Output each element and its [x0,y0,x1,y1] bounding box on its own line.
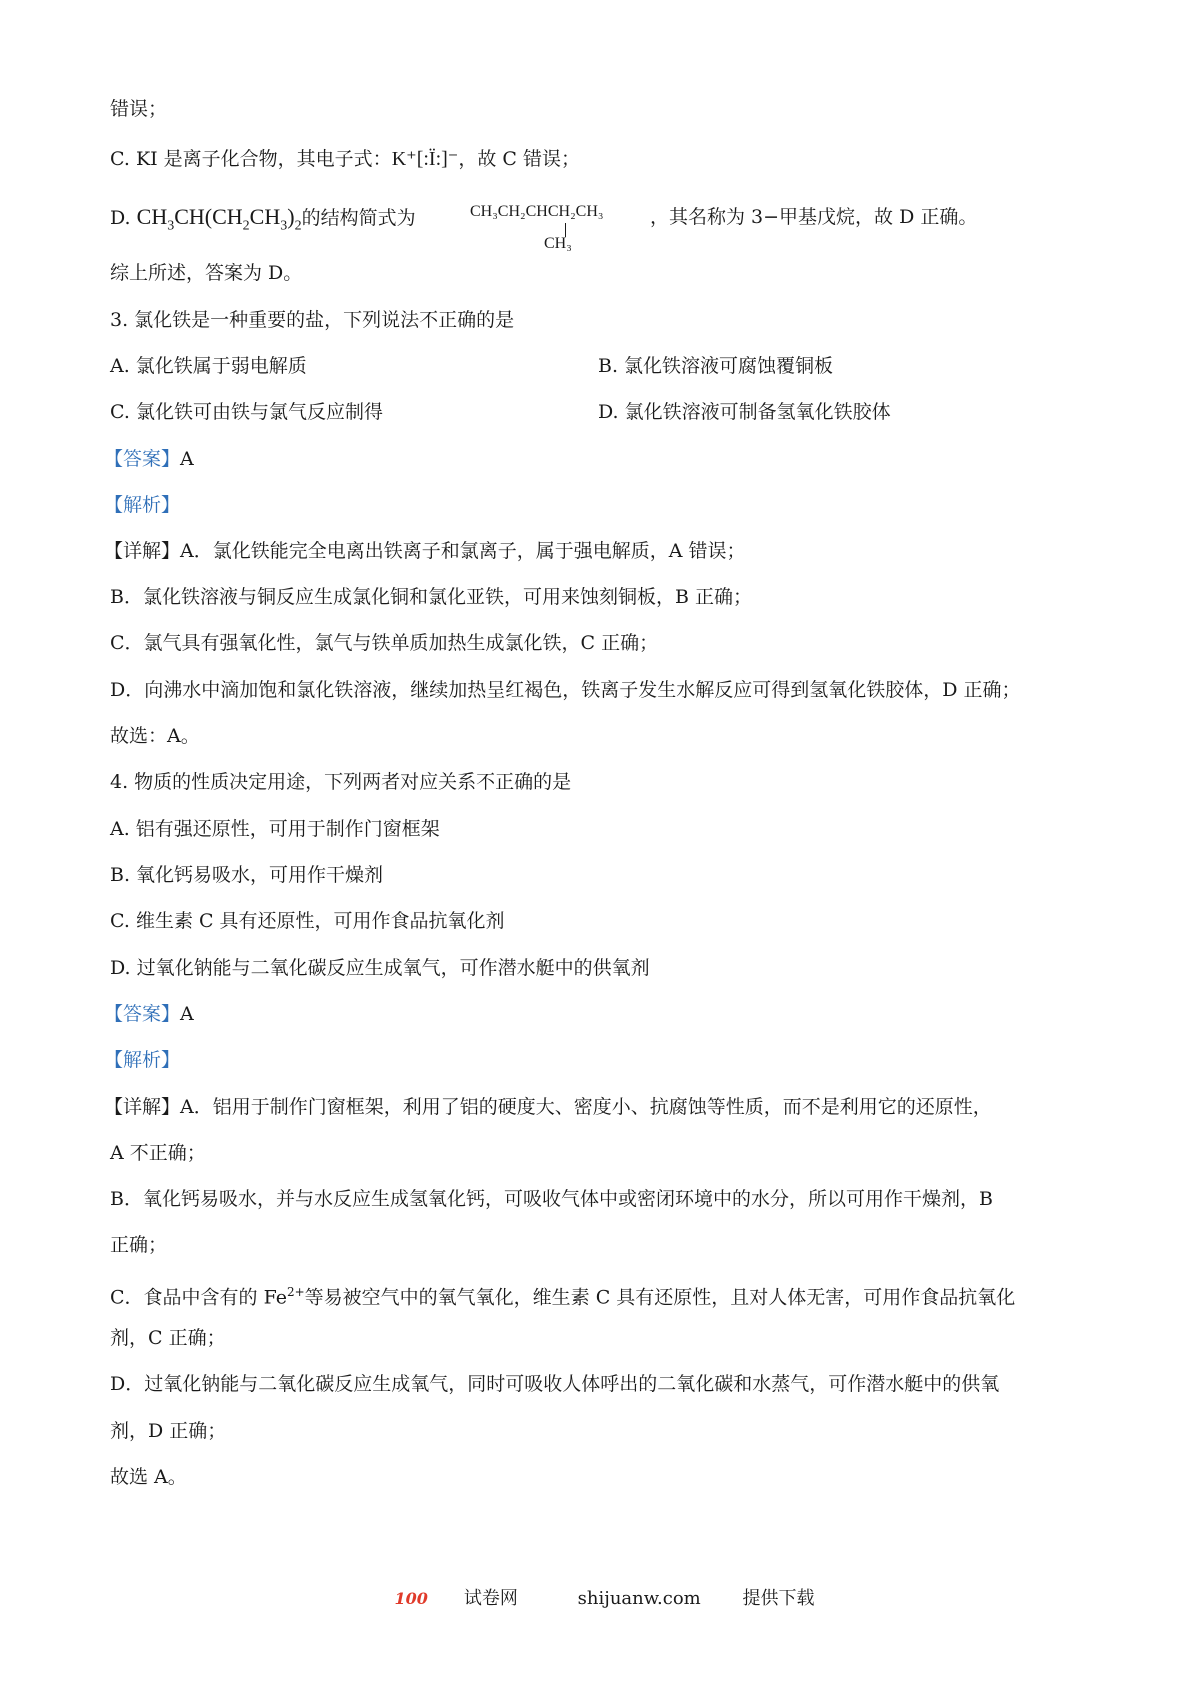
text-span: C．食品中含有的 Fe [110,1286,287,1309]
text-span: ，故 C 错误； [458,148,580,170]
q4-detail-line: B．氧化钙易吸水，并与水反应生成氢氧化钙，可吸收气体中或密闭环境中的水分，所以可用作干燥剂，B [110,1188,993,1210]
q4-detail-line: 正确； [110,1234,168,1256]
option-c-line [110,146,580,172]
brand-text: 试卷网 [463,1588,518,1609]
question-4: 4. 物质的性质决定用途，下列两者对应关系不正确的是 [110,771,572,793]
q4-detail-line: 【详解】A．铝用于制作门窗框架，利用了铝的硬度大、密度小、抗腐蚀等性质，而不是利用它的还原性， [104,1096,992,1118]
answer-value: A [180,1003,194,1025]
answer-value: A [180,448,194,470]
q3-answer [104,446,194,472]
page-footer [0,1584,1191,1610]
answer-tag: 【答案】 [104,1003,181,1025]
superscript: 2+ [286,1285,305,1299]
text-span: 的结构简式为 [301,207,416,229]
logo-icon: 100 [394,1589,428,1608]
answer-tag: 【答案】 [104,448,181,470]
q4-option-a: A. 铝有强还原性，可用于制作门窗框架 [110,818,440,840]
footer-site-link[interactable]: shijuanw.com [577,1588,701,1609]
q3-detail-line: C．氯气具有强氧化性，氯气与铁单质加热生成氯化铁，C 正确； [110,632,659,654]
text-span: ，其名称为 3−甲基戊烷，故 D 正确。 [650,206,978,228]
q4-option-d: D. 过氧化钠能与二氧化碳反应生成氧气，可作潜水艇中的供氧剂 [110,957,650,979]
struct-row-branch: CH₃ [544,235,572,252]
q4-detail-line: D．过氧化钠能与二氧化碳反应生成氧气，同时可吸收人体呼出的二氧化碳和水蒸气，可作潜水艇中的供氧 [110,1373,1000,1395]
condensed-formula: $CH_3CH(CH_2CH_3)_2$ [136,204,302,234]
q4-analysis-tag: 【解析】 [104,1049,181,1071]
option-d-line [110,204,416,239]
text-span: C. KI 是离子化合物，其电子式： [110,148,392,170]
q4-answer [104,1001,194,1027]
q3-option-a: A. 氯化铁属于弱电解质 [110,355,307,377]
text-span: 等易被空气中的氧气氧化，维生素 C 具有还原性，且对人体无害，可用作食品抗氧化 [304,1286,1016,1309]
q4-option-c: C. 维生素 C 具有还原性，可用作食品抗氧化剂 [110,910,505,932]
q3-analysis-tag: 【解析】 [104,494,181,516]
ki-electron-formula: K⁺[:Ï:]⁻ [391,148,459,170]
text-span: D. [110,207,131,229]
text-line: 错误； [110,98,168,120]
q3-option-b: B. 氯化铁溶液可腐蚀覆铜板 [598,355,834,377]
q3-detail-line: 【详解】A．氯化铁能完全电离出铁离子和氯离子，属于强电解质，A 错误； [104,540,746,562]
text-line: 综上所述，答案为 D。 [110,262,303,284]
q3-detail-line: 故选：A。 [110,725,200,747]
q3-option-d: D. 氯化铁溶液可制备氢氧化铁胶体 [598,401,891,423]
question-3: 3. 氯化铁是一种重要的盐，下列说法不正确的是 [110,309,515,331]
footer-download: 提供下载 [742,1588,815,1609]
q4-detail-line [110,1279,1015,1310]
q4-detail-line: 剂，C 正确； [110,1327,226,1349]
q3-option-c: C. 氯化铁可由铁与氯气反应制得 [110,401,383,423]
q4-detail-line: 故选 A。 [110,1466,187,1488]
struct-row-main: CH₃CH₂CHCH₂CH₃ [470,203,604,220]
q3-detail-line: B．氯化铁溶液与铜反应生成氯化铜和氯化亚铁，可用来蚀刻铜板，B 正确； [110,586,752,608]
q4-detail-line: 剂，D 正确； [110,1420,227,1442]
q3-detail-line: D．向沸水中滴加饱和氯化铁溶液，继续加热呈红褐色，铁离子发生水解反应可得到氢氧化铁胶体，D 正确； [110,679,1021,701]
footer-brand[interactable] [377,1588,536,1609]
q4-detail-line: A 不正确； [110,1142,206,1164]
q4-option-b: B. 氧化钙易吸水，可用作干燥剂 [110,864,384,886]
